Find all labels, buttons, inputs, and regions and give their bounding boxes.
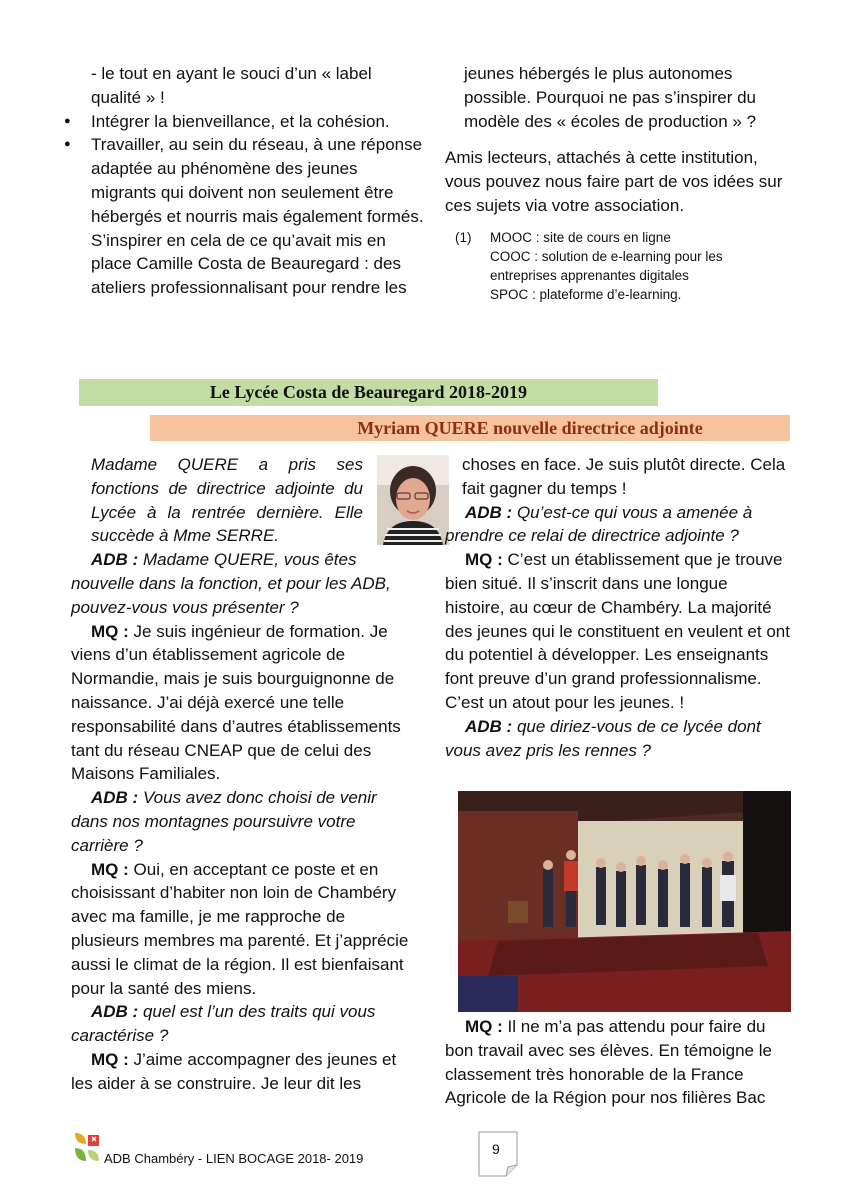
interview-question [445, 715, 790, 763]
interview-answer [445, 548, 790, 715]
footnote: MOOC : site de cours en ligne [490, 229, 671, 245]
speaker-label: MQ : [91, 859, 129, 879]
answer-text: Je suis ingénieur de formation. Je viens d’un établissement agricole de Normandie, mais je suis bourguignonne de naissance. J’ai déjà exercé une telle responsabilité dans d’autres établissements tant du réseau CNEAP que de celui des Maisons Familiales. [71, 621, 401, 784]
answer-text: Oui, en acceptant ce poste et en choisissant d’habiter non loin de Chambéry avec ma famille, je me rapproche de plusieurs membres ma parenté. Et j’apprécie aussi le climat de la région. Il est bienfaisant pour la santé des miens. [71, 859, 409, 998]
section-title: Le Lycée Costa de Beauregard 2018-2019 [209, 382, 528, 402]
closing-paragraph: Amis lecteurs, attachés à cette institution, vous pouvez nous faire part de vos idées sur ces sujets via votre association. [445, 148, 783, 215]
section-subtitle: Myriam QUERE nouvelle directrice adjointe [357, 418, 703, 438]
speaker-label: MQ : [465, 1017, 503, 1036]
list-item: ● Travailler, au sein du réseau, à une réponse adaptée au phénomène des jeunes migrants qui doivent non seulement être hébergés et nourris mais également formés. S’inspirer en cela de ce qu’avait mis en place Camille Costa de Beauregard : des ateliers professionnalisant pour rendre les [64, 133, 424, 300]
speaker-label: ADB : [465, 502, 513, 522]
answer-text: J’aime accompagner des jeunes et les aider à se construire. Je leur dit les [71, 1049, 397, 1093]
intro-paragraph: Madame QUERE a pris ses fonctions de directrice adjointe du Lycée à la rentrée dernière. Elle succède à Mme SERRE. [91, 455, 363, 546]
speaker-label: MQ : [91, 1049, 129, 1069]
theatre-photo [458, 791, 791, 1012]
interview-question [71, 786, 416, 857]
speaker-label: MQ : [465, 550, 503, 570]
interview-question [71, 1000, 416, 1048]
after-photo-paragraph [445, 1015, 790, 1110]
interview-answer [445, 1015, 790, 1110]
question-text: Qu’est-ce qui vous a amenée à prendre ce relai de directrice adjointe ? [445, 502, 753, 546]
footnote: SPOC : plateforme d’e-learning. [490, 286, 682, 302]
page-number: 9 [492, 1141, 500, 1157]
footer-text: ADB Chambéry - LIEN BOCAGE 2018- 2019 [104, 1151, 364, 1166]
interview-answer [71, 620, 416, 787]
top-right-column [445, 62, 790, 304]
page-number-box [478, 1131, 518, 1177]
footnote-number: (1) [455, 229, 472, 245]
interview-question [445, 501, 790, 549]
list-item: ● Intégrer la bienveillance, et la cohésion. [64, 110, 424, 134]
interview-answer [71, 1048, 416, 1096]
answer-text: Il ne m’a pas attendu pour faire du bon travail avec ses élèves. En témoigne le classement très honorable de la France Agricole de la Région pour nos filières Bac [445, 1017, 772, 1108]
continuation-text: choses en face. Je suis plutôt directe. Cela fait gagner du temps ! [462, 455, 786, 498]
question-text: quel est l’un des traits qui vous caractérise ? [71, 1002, 376, 1046]
speaker-label: ADB : [91, 788, 139, 808]
speaker-label: ADB : [91, 1002, 139, 1022]
interview-question [71, 548, 416, 619]
continuation-text: - le tout en ayant le souci d’un « label qualité » ! [91, 64, 372, 107]
footer-logo [72, 1131, 104, 1165]
top-left-column [64, 62, 424, 300]
bullet-list [64, 110, 424, 300]
question-text: que diriez-vous de ce lycée dont vous avez pris les rennes ? [445, 716, 761, 760]
speaker-label: MQ : [91, 621, 129, 641]
answer-text: C’est un établissement que je trouve bien situé. Il s’inscrit dans une longue histoire, au cœur de Chambéry. La majorité des jeunes qui le constituent en veulent et ont du potentiel à développer. Les enseignants font preuve d’un grand professionnalisme. C’est un atout pour les jeunes. ! [445, 550, 790, 712]
question-text: Madame QUERE, vous êtes nouvelle dans la fonction, et pour les ADB, pouvez-vous vous présenter ? [71, 550, 391, 617]
continuation-text: jeunes hébergés le plus autonomes possible. Pourquoi ne pas s’inspirer du modèle des « écoles de production » ? [464, 64, 757, 131]
footnote: COOC : solution de e-learning pour les entreprises apprenantes digitales [490, 248, 723, 283]
speaker-label: ADB : [91, 550, 139, 570]
interview-right-column [445, 453, 790, 762]
question-text: Vous avez donc choisi de venir dans nos montagnes poursuivre votre carrière ? [71, 788, 377, 855]
interview-answer [71, 858, 416, 1001]
interview-left-column [71, 453, 416, 1096]
section-subtitle-band [150, 415, 790, 441]
speaker-label: ADB : [465, 716, 513, 736]
section-title-band [79, 379, 658, 406]
footnotes [455, 228, 790, 304]
